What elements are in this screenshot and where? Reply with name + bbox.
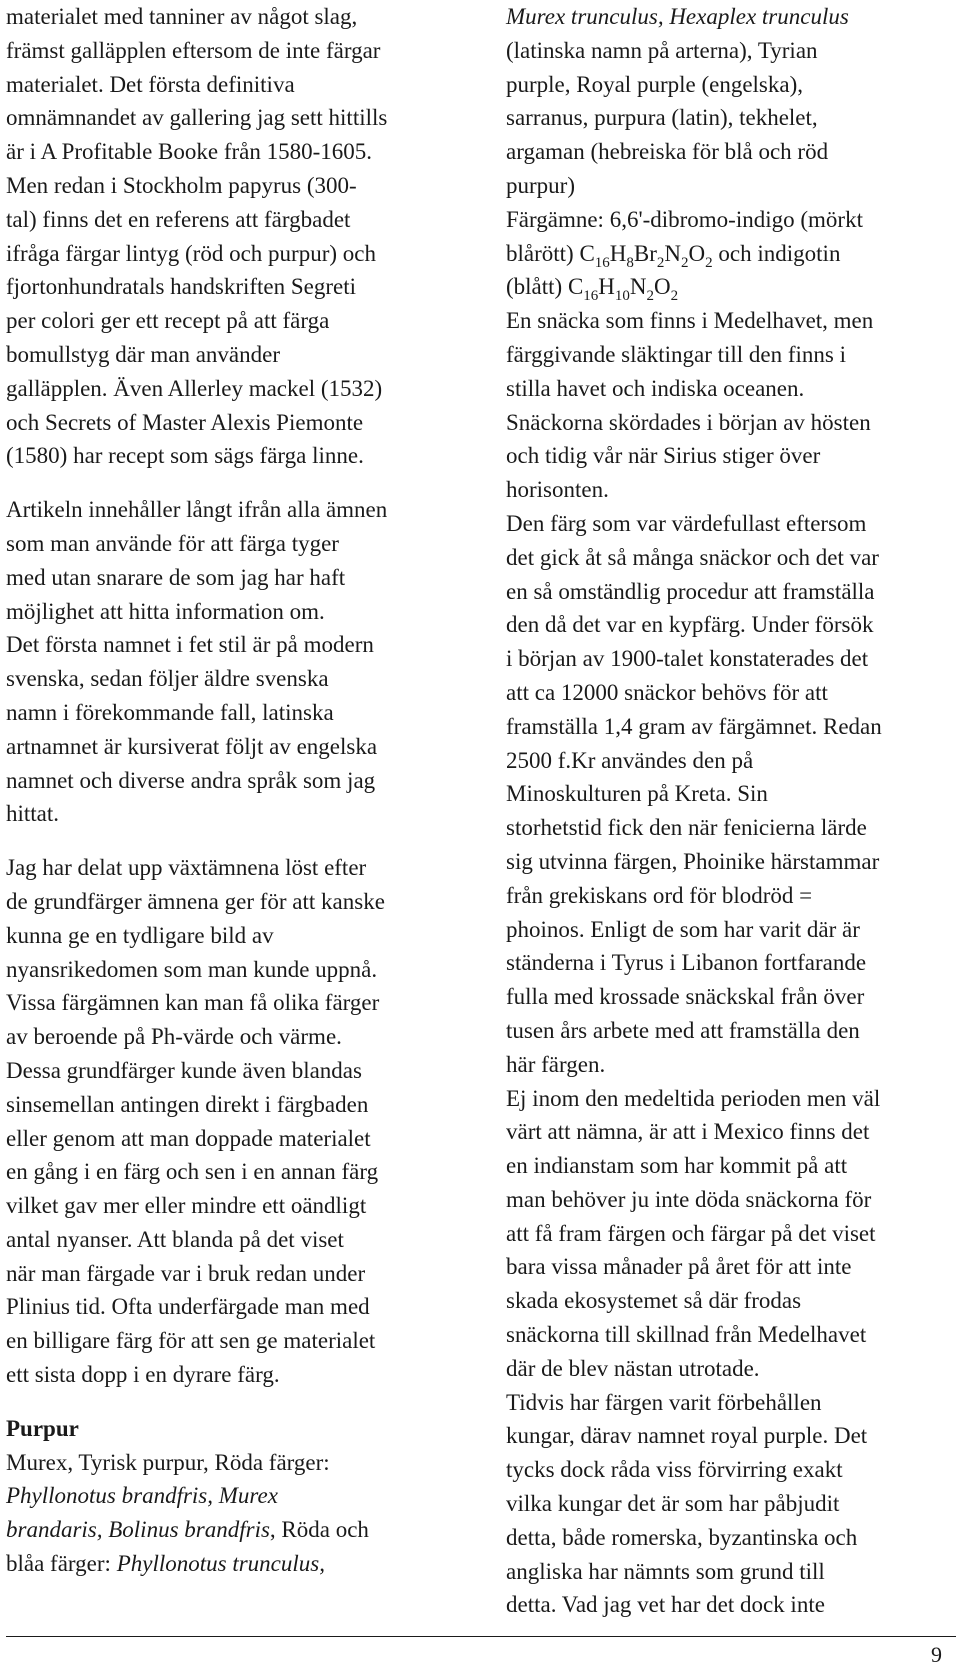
formula-subscript: 2 <box>670 288 679 305</box>
formula-subscript: 2 <box>681 254 689 271</box>
text-line: sinsemellan antingen direkt i färgbaden <box>6 1091 369 1117</box>
formula-text: O <box>654 274 671 300</box>
text-line: fulla med krossade snäckskal från över <box>506 984 865 1010</box>
text-line: vilka kungar det är som har påbjudit <box>506 1491 840 1517</box>
text-line: framställa 1,4 gram av färgämnet. Redan <box>506 713 882 739</box>
text-line: (latinska namn på arterna), Tyrian <box>506 37 818 63</box>
text-line: materialet. Det första definitiva <box>6 71 295 97</box>
text-line: värt att nämna, är att i Mexico finns det <box>506 1119 870 1145</box>
text-line: stilla havet och indiska oceanen. <box>506 375 805 401</box>
text-line: att ca 12000 snäckor behövs för att <box>506 679 828 705</box>
formula-line-2 <box>506 270 956 304</box>
formula-text: H <box>598 274 615 300</box>
formula-line-1 <box>506 237 956 271</box>
purpur-description-block <box>506 304 956 1622</box>
text-line: den då det var en kypfärg. Under försök <box>506 612 874 638</box>
formula-subscript: 2 <box>705 254 713 271</box>
text-line: svenska, sedan följer äldre svenska <box>6 666 329 692</box>
text-line: Den färg som var värdefullast eftersom <box>506 510 867 536</box>
formula-text: N <box>629 274 647 300</box>
text-line: bara vissa månader på året för att inte <box>506 1254 852 1280</box>
text-line: detta. Vad jag vet har det dock inte <box>506 1592 825 1618</box>
text-line: phoinos. Enligt de som har varit där är <box>506 916 860 942</box>
text-line: ständerna i Tyrus i Libanon fortfarande <box>506 950 867 976</box>
text-line: eller genom att man doppade materialet <box>6 1125 371 1151</box>
text-line: Tidvis har färgen varit förbehållen <box>506 1389 822 1415</box>
text-line: Artikeln innehåller långt ifrån alla ämnen <box>6 497 388 523</box>
formula-text: O <box>688 240 706 266</box>
text-line: sarranus, purpura (latin), tekhelet, <box>506 105 818 131</box>
species-names-block <box>506 34 956 237</box>
text-line: de grundfärger ämnena ger för att kanske <box>6 888 385 914</box>
text-line: kunna ge en tydligare bild av <box>6 922 274 948</box>
text-line: purple, Royal purple (engelska), <box>506 71 803 97</box>
text-line: 2500 f.Kr användes den på <box>506 747 754 773</box>
paragraph-gap <box>6 473 456 493</box>
text-line: namnet och diverse andra språk som jag <box>6 767 376 793</box>
paragraph-gap <box>6 1392 456 1412</box>
text-line: artnamnet är kursiverat följt av engelska <box>6 733 378 759</box>
formula-subscript: 2 <box>656 254 665 271</box>
latin-name: brandaris, Bolinus brandfris <box>6 1517 270 1543</box>
text-line: Det första namnet i fet stil är på modern <box>6 632 374 658</box>
text-line: är i A Profitable Booke från 1580-1605. <box>6 139 373 165</box>
text-line: materialet med tanniner av något slag, <box>6 4 358 29</box>
text-line: ett sista dopp i en dyrare färg. <box>6 1362 280 1388</box>
text-line: Snäckorna skördades i början av hösten <box>506 409 871 435</box>
text-line: när man färgade var i bruk redan under <box>6 1260 366 1286</box>
text-line: Men redan i Stockholm papyrus (300- <box>6 172 357 198</box>
formula-text: (blått) C <box>506 274 584 300</box>
formula-text: blårött) C <box>506 240 595 266</box>
text-line: vilket gav mer eller mindre ett oändligt <box>6 1193 367 1219</box>
right-column <box>506 0 956 1622</box>
text-line: av beroende på Ph-värde och värme. <box>6 1024 342 1050</box>
formula-text: Br <box>633 240 657 266</box>
formula-subscript: 8 <box>626 254 634 271</box>
text-line: Vissa färgämnen kan man få olika färger <box>6 990 380 1016</box>
text-line: en indianstam som har kommit på att <box>506 1153 848 1179</box>
paragraph-article-scope <box>6 493 456 831</box>
text-line: tycks dock råda viss förvirring exakt <box>506 1457 843 1483</box>
text-line: argaman (hebreiska för blå och röd <box>506 139 829 165</box>
formula-text: N <box>664 240 682 266</box>
text-line: främst galläpplen eftersom de inte färgar <box>6 37 381 63</box>
formula-text: H <box>609 240 627 266</box>
text-line: tusen års arbete med att framställa den <box>506 1017 860 1043</box>
purpur-latin-line: Phyllonotus brandfris, Murex <box>6 1483 278 1509</box>
text-line: hittat. <box>6 801 60 827</box>
text-line: Färgämne: 6,6'-dibromo-indigo (mörkt <box>506 206 863 232</box>
text-line: horisonten. <box>506 477 609 503</box>
text-line: per colori ger ett recept på att färga <box>6 308 330 334</box>
text-line: som man använde för att färga tyger <box>6 530 339 556</box>
text-line: och Secrets of Master Alexis Piemonte <box>6 409 364 435</box>
text-line: här färgen. <box>506 1051 606 1077</box>
purpur-blue-line <box>6 1547 456 1581</box>
text-line: en så omständlig procedur att framställa <box>506 578 875 604</box>
text-line: ifråga färgar lintyg (röd och purpur) och <box>6 240 376 266</box>
text-line: skada ekosystemet så där frodas <box>506 1288 802 1314</box>
formula-text: och indigotin <box>712 240 841 266</box>
footer-rule <box>6 1636 956 1637</box>
text-line: antal nyanser. Att blanda på det viset <box>6 1226 344 1252</box>
left-column <box>6 0 456 1581</box>
text-line: Jag har delat upp växtämnena löst efter <box>6 855 367 881</box>
text-line: det gick åt så många snäckor och det var <box>506 544 879 570</box>
text-line: från grekiskans ord för blodröd = <box>506 882 813 908</box>
paragraph-grundfarger <box>6 851 456 1392</box>
text-line: man behöver ju inte döda snäckorna för <box>506 1186 872 1212</box>
text-line: angliska har nämnts som grund till <box>506 1558 825 1584</box>
text-line: nyansrikedomen som man kunde uppnå. <box>6 956 378 982</box>
paragraph-gallering <box>6 0 456 473</box>
section-heading-purpur: Purpur <box>6 1415 79 1441</box>
text-line: bomullstyg där man använder <box>6 341 281 367</box>
text-line: färggivande släktingar till den finns i <box>506 341 847 367</box>
text-line: sig utvinna färgen, Phoinike härstammar <box>506 848 880 874</box>
latin-name: Phyllonotus trunculus, <box>116 1551 325 1577</box>
text-line: Plinius tid. Ofta underfärgade man med <box>6 1294 370 1320</box>
text-line: i början av 1900-talet konstaterades det <box>506 646 869 672</box>
text-fragment: , Röda och <box>269 1517 369 1543</box>
purpur-names-line: Murex, Tyrisk purpur, Röda färger: <box>6 1449 330 1475</box>
formula-subscript: 16 <box>583 288 599 305</box>
text-line: galläpplen. Även Allerley mackel (1532) <box>6 375 383 401</box>
text-line: Dessa grundfärger kunde även blandas <box>6 1057 362 1083</box>
text-line: kungar, därav namnet royal purple. Det <box>506 1423 868 1449</box>
text-line: tal) finns det en referens att färgbadet <box>6 206 351 232</box>
text-line: och tidig vår när Sirius stiger över <box>506 443 821 469</box>
formula-subscript: 10 <box>614 288 630 305</box>
text-line: med utan snarare de som jag har haft <box>6 564 346 590</box>
text-line: möjlighet att hitta information om. <box>6 598 325 624</box>
text-line: storhetstid fick den när fenicierna lärde <box>506 815 867 841</box>
text-line: där de blev nästan utrotade. <box>506 1355 760 1381</box>
text-line: detta, både romerska, byzantinska och <box>506 1524 858 1550</box>
purpur-latin-line-2 <box>6 1513 456 1547</box>
text-line: en gång i en färg och sen i en annan färg <box>6 1159 379 1185</box>
text-line: namn i förekommande fall, latinska <box>6 699 334 725</box>
paragraph-gap <box>6 831 456 851</box>
text-line: (1580) har recept som sägs färga linne. <box>6 443 364 469</box>
text-line: Ej inom den medeltida perioden men väl <box>506 1085 881 1111</box>
text-line: purpur) <box>506 172 575 198</box>
text-line: Minoskulturen på Kreta. Sin <box>506 781 768 807</box>
text-line: En snäcka som finns i Medelhavet, men <box>506 308 874 334</box>
text-line: snäckorna till skillnad från Medelhavet <box>506 1322 867 1348</box>
text-line: en billigare färg för att sen ge materialet <box>6 1328 376 1354</box>
formula-subscript: 2 <box>646 288 655 305</box>
text-line: omnämnandet av gallering jag sett hittills <box>6 105 388 131</box>
text-line: fjortonhundratals handskriften Segreti <box>6 274 357 300</box>
latin-species-line: Murex trunculus, Hexaplex trunculus <box>506 4 849 29</box>
page-number: 9 <box>931 1642 942 1667</box>
formula-subscript: 16 <box>594 254 610 271</box>
text-line: att få fram färgen och färgar på det viset <box>506 1220 876 1246</box>
text-fragment: blåa färger: <box>6 1551 117 1577</box>
